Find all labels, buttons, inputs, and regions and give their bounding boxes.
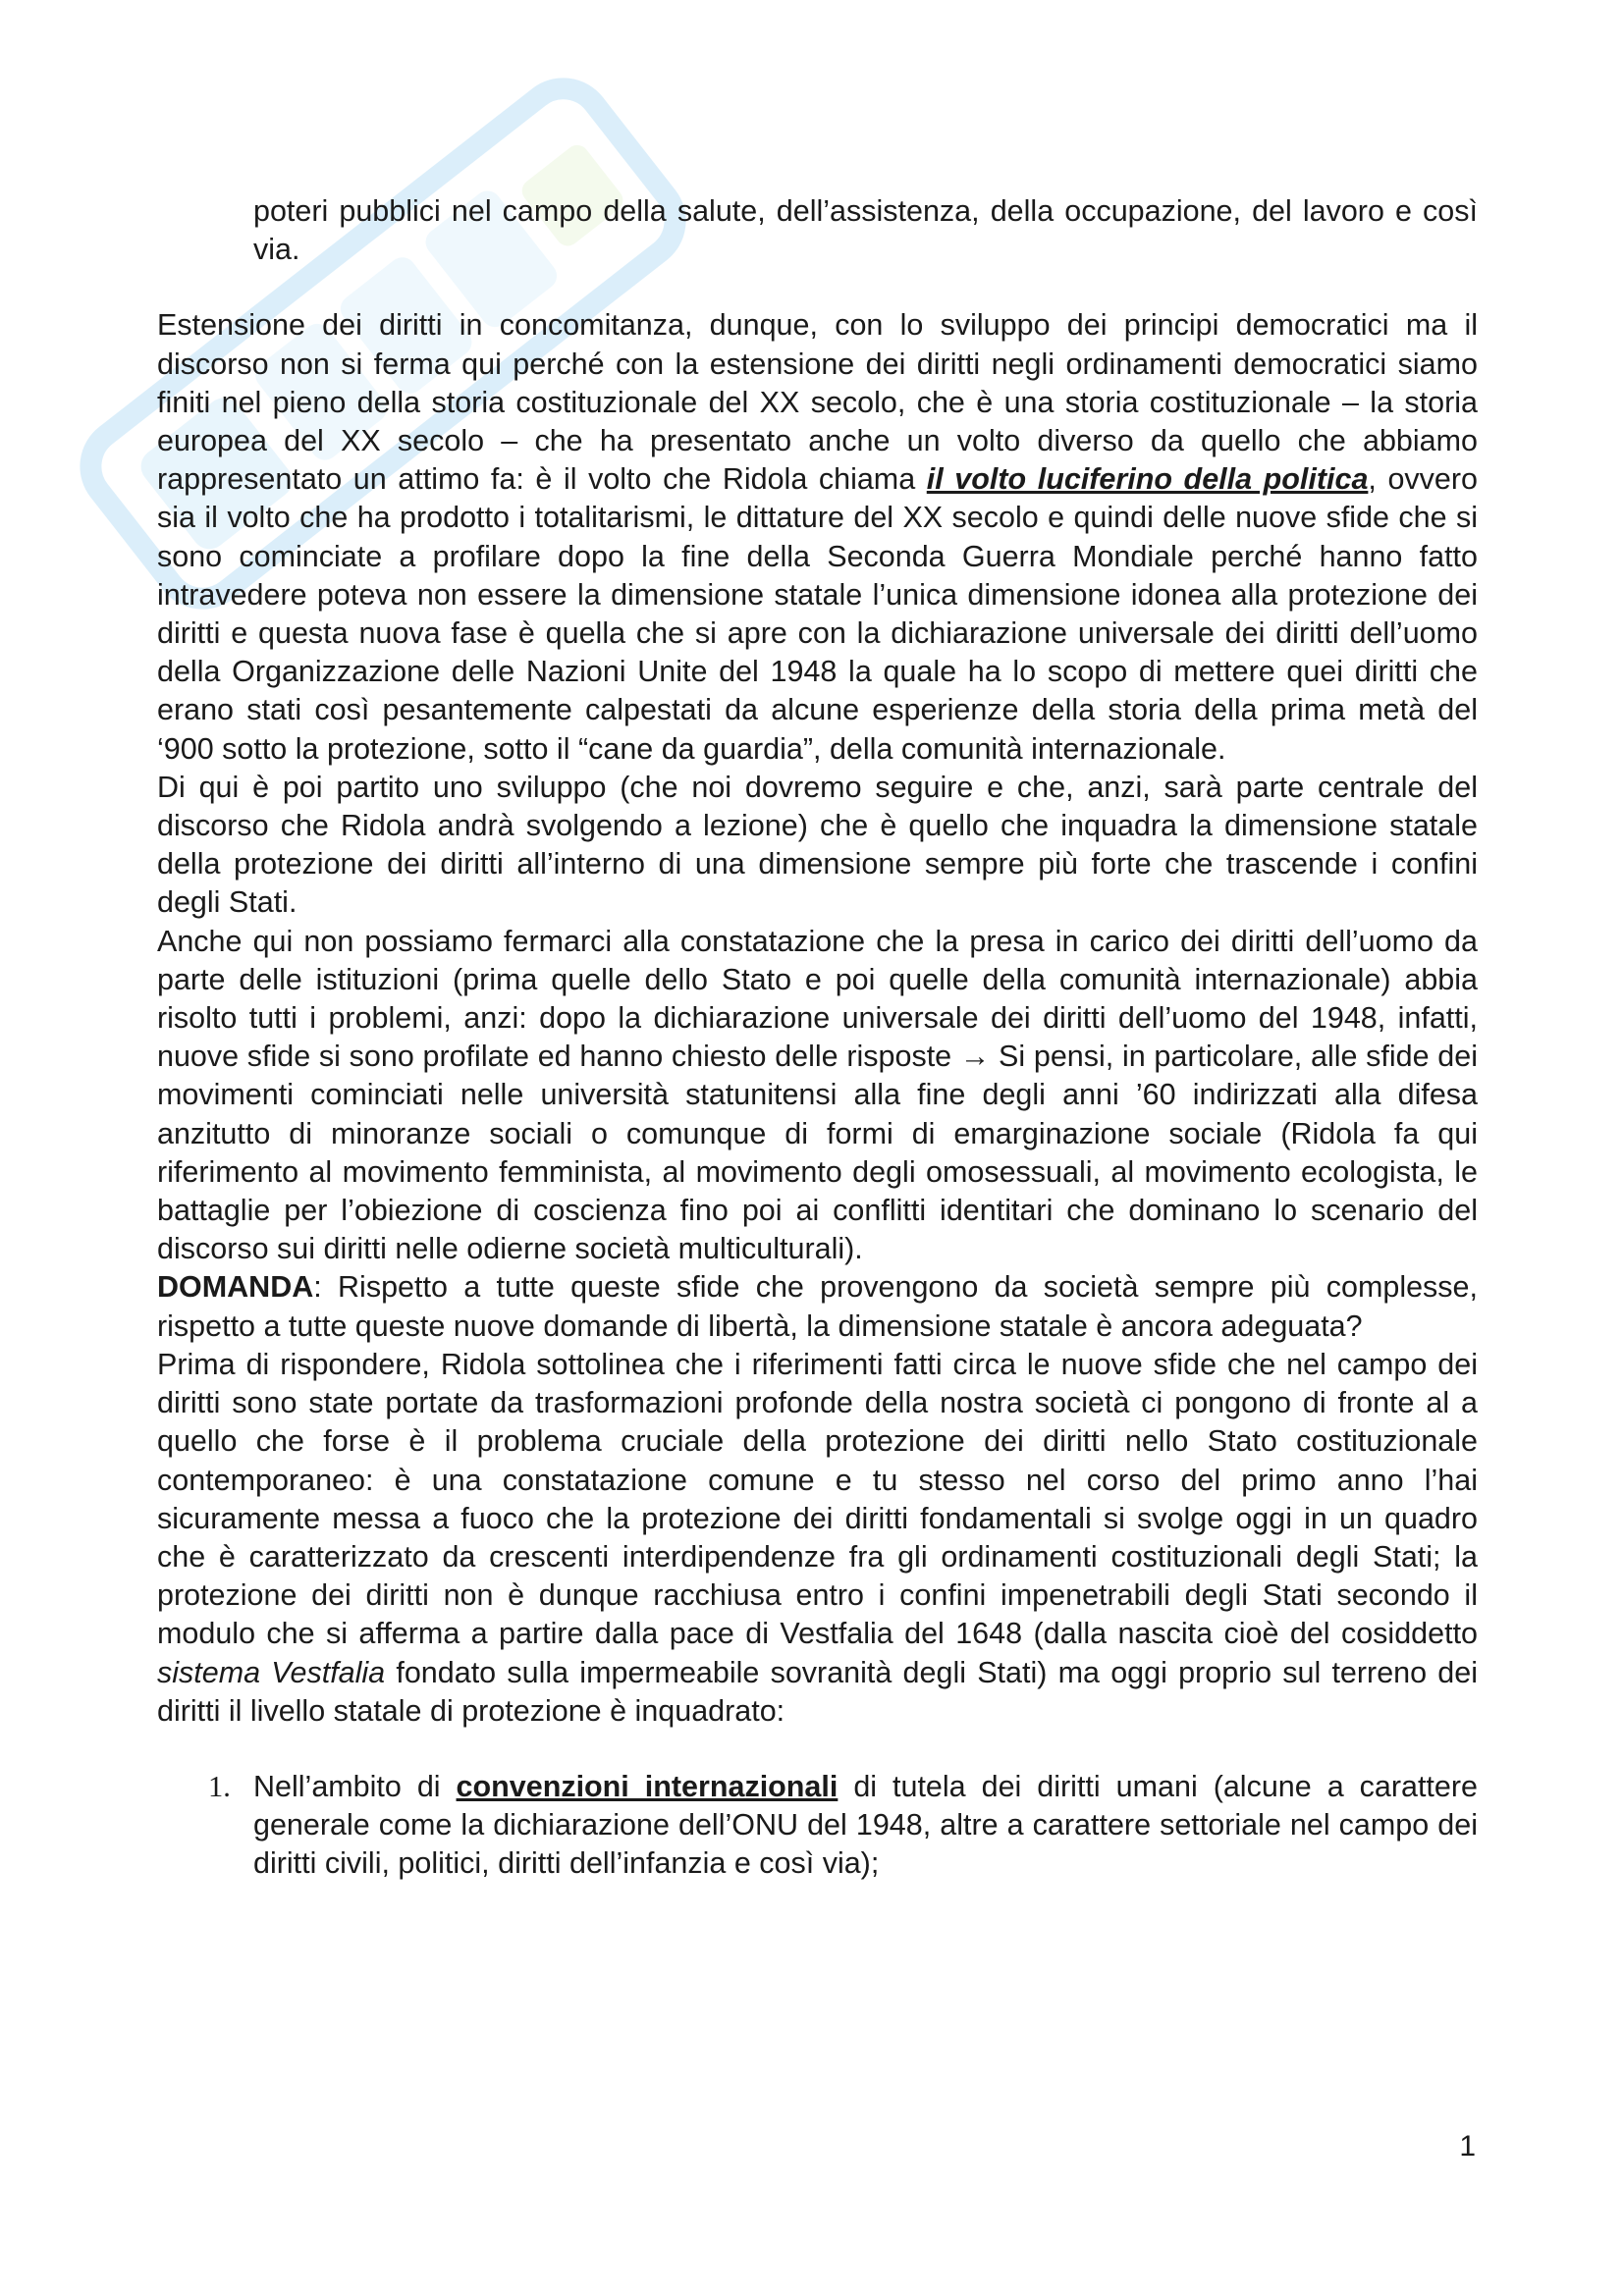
emphasis-convenzioni: convenzioni internazionali — [456, 1769, 839, 1803]
document-body — [157, 192, 1478, 1884]
paragraph-challenges: Anche qui non possiamo fermarci alla constatazione che la presa in carico dei diritti dell’uomo da parte delle istituzioni (prima quelle dello Stato e poi quelle della comunità internazionale) abbia risolto tutti i problemi, anzi: dopo la dichiarazione universale dei diritti dell’uomo del 1948, infatti, nuove sfide si sono profilate ed hanno chiesto delle risposte → Si pensi, in particolare, alle sfide dei movimenti cominciati nelle università statunitensi alla fine degli anni ’60 indirizzati alla difesa anzitutto di minoranze sociali o comunque di formi di emarginazione sociale (Ridola fa qui riferimento al movimento femminista, al movimento degli omosessuali, al movimento ecologista, le battaglie per l’obiezione di coscienza fino poi ai conflitti identitari che dominano lo scenario del discorso sui diritti nelle odierne società multiculturali). — [157, 924, 1478, 1266]
paragraph-development: Di qui è poi partito uno sviluppo (che noi dovremo seguire e che, anzi, sarà parte centrale del discorso che Ridola andrà svolgendo a lezione) che è quello che inquadra la dimensione statale della protezione dei diritti all’interno di una dimensione sempre più forte che trascende i confini degli Stati. — [157, 770, 1478, 920]
list-number: 1. — [208, 1769, 231, 1803]
paragraph-answer: Prima di rispondere, Ridola sottolinea che i riferimenti fatti circa le nuove sfide che nel campo dei diritti sono state portate da trasformazioni profonde della nostra società ci pongono di fronte al a quello che forse è il problema cruciale della protezione dei diritti nello Stato costituzionale contemporaneo: è una constatazione comune e tu stesso nel corso del primo anno l’hai sicuramente messa a fuoco che la protezione dei diritti fondamentali si svolge oggi in un quadro che è caratterizzato da crescenti interdipendenze fra gli ordinamenti costituzionali degli Stati; la protezione dei diritti non è dunque racchiusa entro i confini impenetrabili degli Stati secondo il modulo che si afferma a partire dalla pace di Vestfalia del 1648 (dalla nascita cioè del cosiddetto sistema Vestfalia fondato sulla impermeabile sovranità degli Stati) ma oggi proprio sul terreno dei diritti il livello statale di protezione è inquadrato: — [157, 1347, 1479, 1728]
list-item: 1. Nell’ambito di convenzioni internazionali di tutela dei diritti umani (alcune a carattere generale come la dichiarazione dell’ONU del 1948, altre a carattere settoriale nel campo dei diritti civili, politici, diritti dell’infanzia e così via); — [208, 1769, 1478, 1881]
paragraph-intro: poteri pubblici nel campo della salute, dell’assistenza, della occupazione, del lavoro e così via. — [253, 194, 1478, 267]
question-label: DOMANDA — [157, 1270, 314, 1305]
paragraph-question: DOMANDA: Rispetto a tutte queste sfide che provengono da società sempre più complesse, rispetto a tutte queste nuove domande di libertà, la dimensione statale è ancora adeguata? — [157, 1270, 1478, 1343]
page-number: 1 — [1459, 2130, 1476, 2163]
emphasis-vestfalia: sistema Vestfalia — [157, 1655, 386, 1689]
paragraph-extension-rights: Estensione dei diritti in concomitanza, dunque, con lo sviluppo dei principi democratici ma il discorso non si ferma qui perché con la estensione dei diritti negli ordinamenti democratici siamo finiti nel pieno della storia costituzionale del XX secolo, che è una storia costituzionale – la storia europea del XX secolo – che ha presentato anche un volto diverso da quello che abbiamo rappresentato un attimo fa: è il volto che Ridola chiama il volto luciferino della politica, ovvero sia il volto che ha prodotto i totalitarismi, le dittature del XX secolo e quindi delle nuove sfide che si sono cominciate a profilare dopo la fine della Seconda Guerra Mondiale perché hanno fatto intravedere poteva non essere la dimensione statale l’unica dimensione idonea alla protezione dei diritti e questa nuova fase è quella che si apre con la dichiarazione universale dei diritti dell’uomo della Organizzazione delle Nazioni Unite del 1948 la quale ha lo scopo di mettere quei diritti che erano stati così pesantemente calpestati da alcune esperienze della storia della prima metà del ‘900 sotto la protezione, sotto il “cane da guardia”, della comunità internazionale. — [157, 308, 1478, 766]
emphasis-luciferino: il volto luciferino della politica — [926, 462, 1369, 497]
